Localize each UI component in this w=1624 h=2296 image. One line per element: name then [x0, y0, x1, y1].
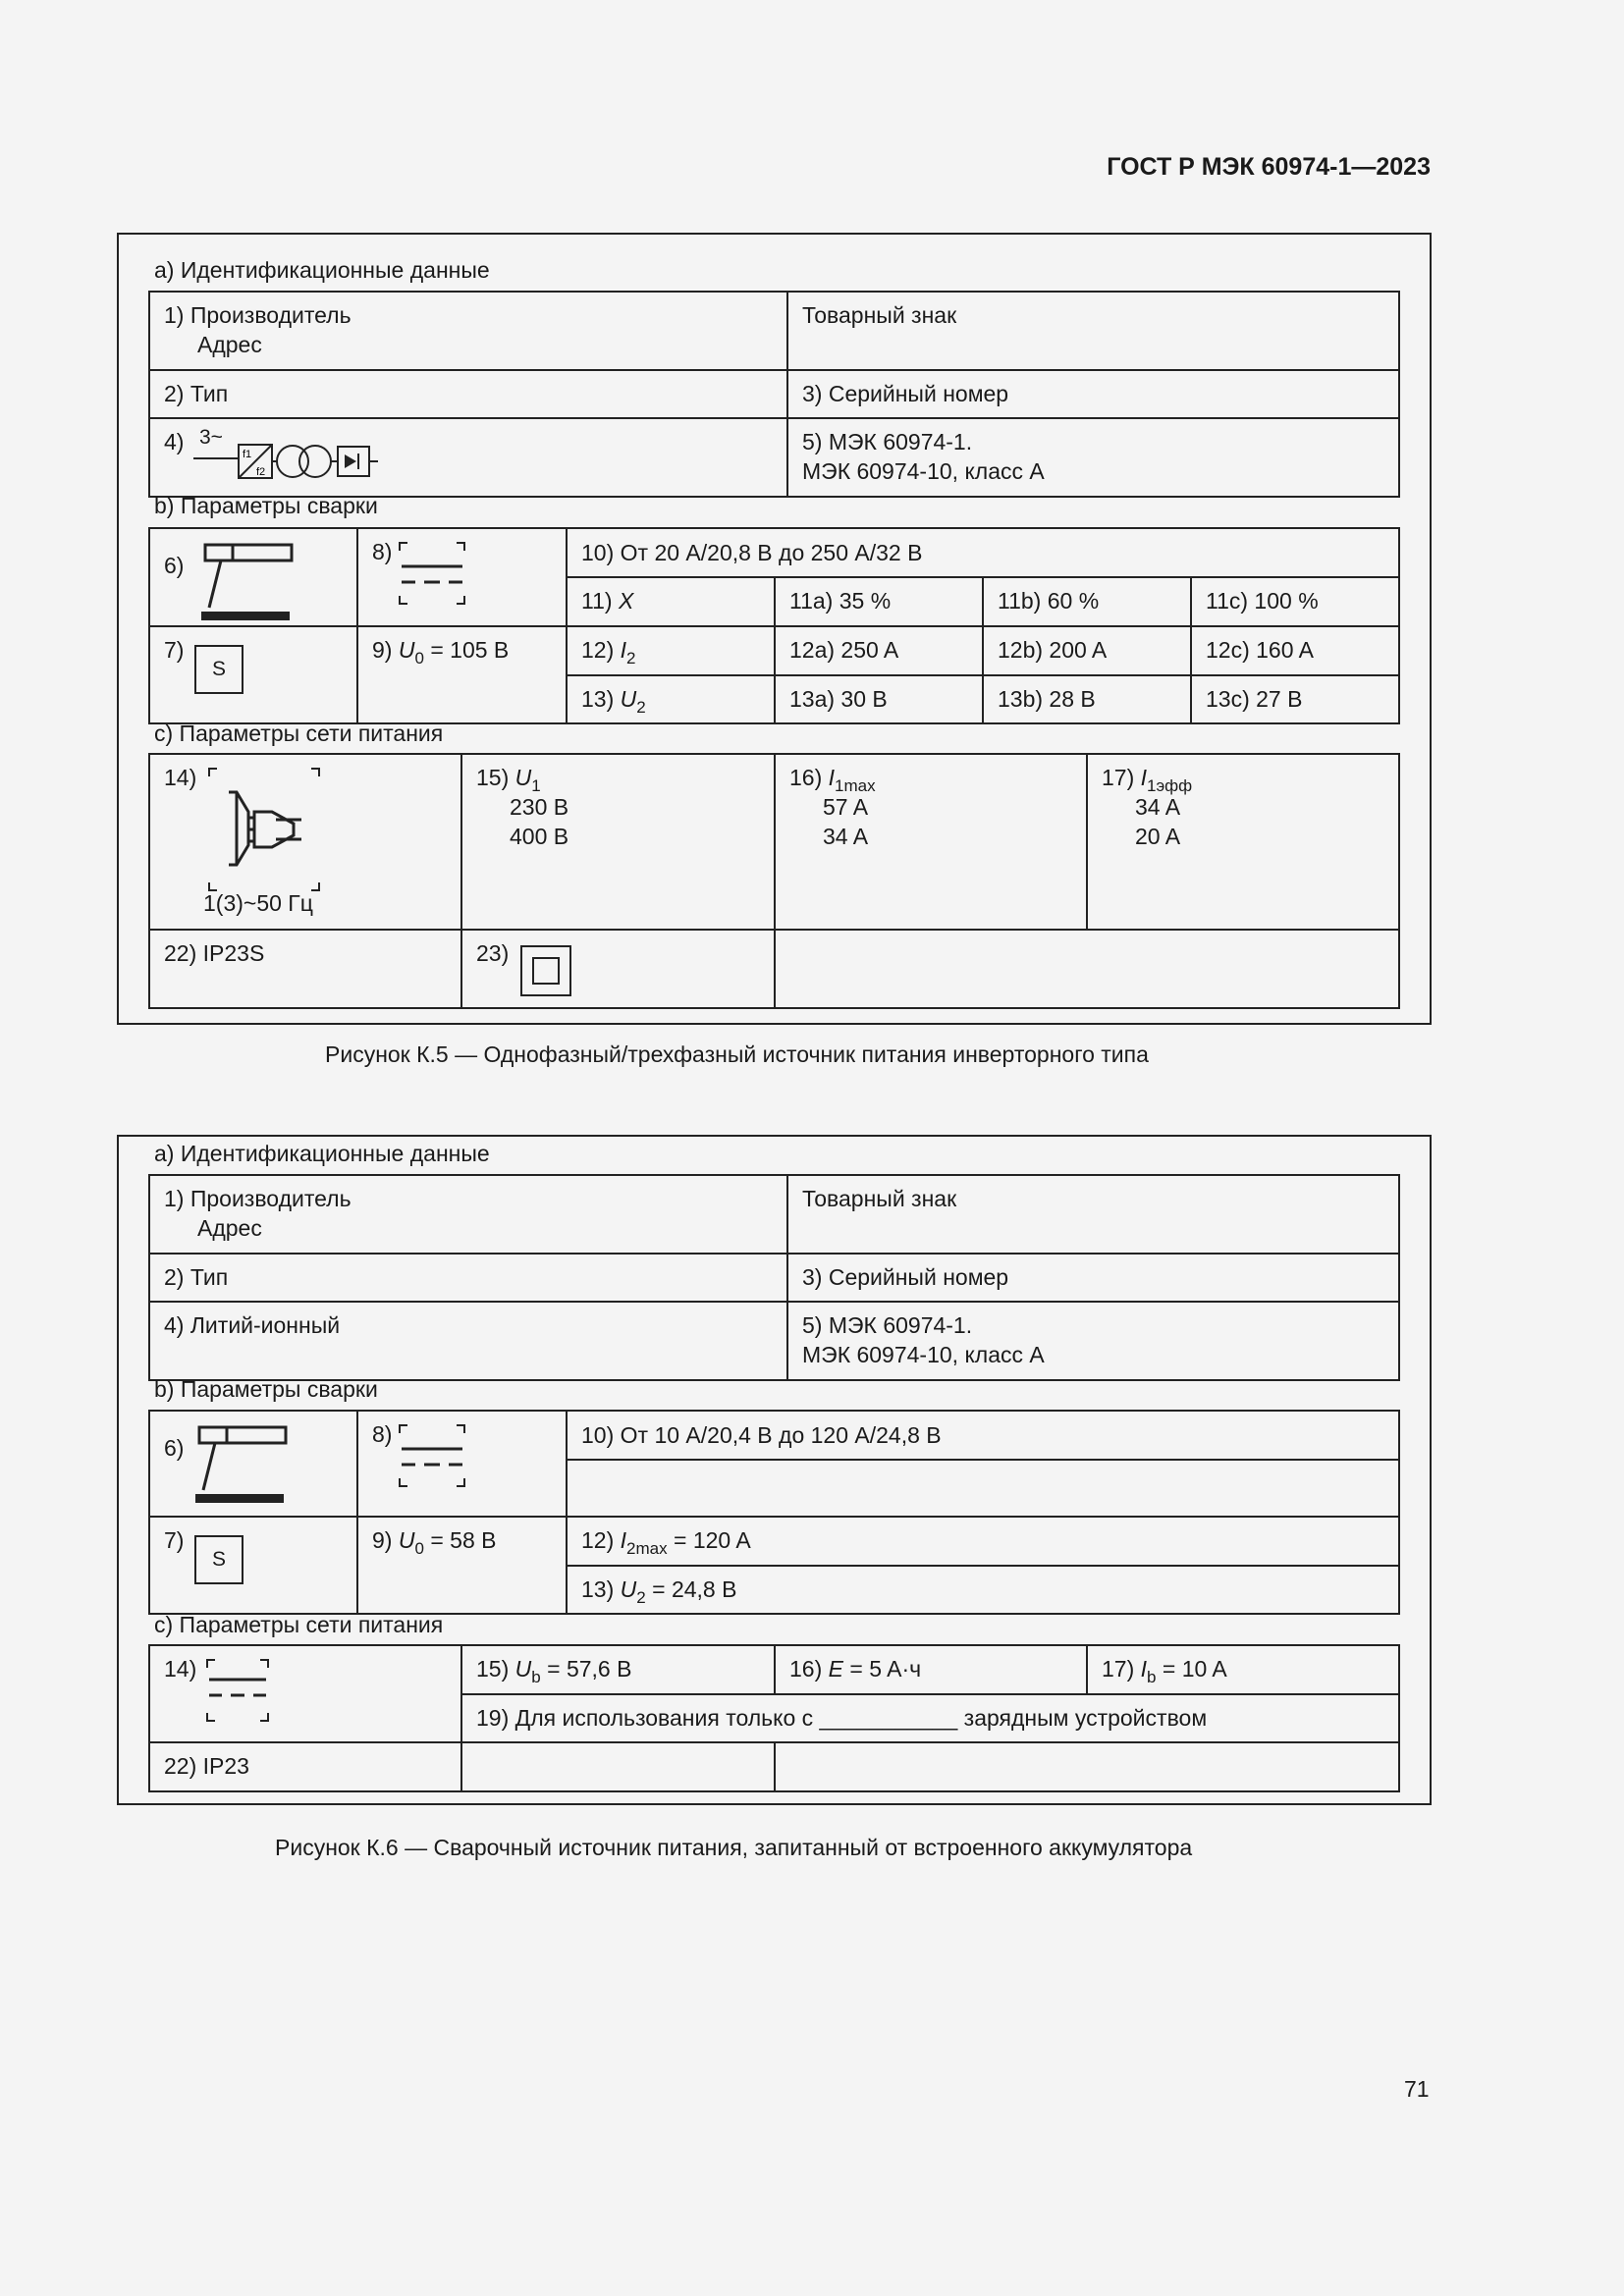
supply-symbol-cell	[149, 1645, 461, 1742]
document-header: ГОСТ Р МЭК 60974-1—2023	[1107, 153, 1431, 181]
empty-cell	[567, 1460, 1399, 1517]
charger-cell	[461, 1694, 1399, 1742]
i2-b	[983, 626, 1191, 675]
u2-c	[1191, 675, 1399, 723]
i1max-prefix: 16)	[789, 765, 829, 790]
u0-prefix: 9)	[372, 637, 399, 663]
identification-table	[148, 291, 1400, 498]
svg-text:f2: f2	[256, 466, 266, 478]
p14-label: 14)	[164, 765, 197, 790]
no-load-voltage-cell	[357, 1517, 567, 1614]
section-a-title: a) Идентификационные данные	[154, 257, 490, 283]
i2max-symbol: I	[620, 1527, 627, 1553]
duty-cycle-a-value: 11a) 35 %	[789, 588, 892, 614]
i2-prefix: 12)	[581, 637, 621, 663]
charger-note: 19) Для использования только с ___________ зарядным устройством	[476, 1705, 1208, 1731]
empty-cell	[461, 1742, 775, 1791]
u1-cell	[461, 754, 775, 930]
inverter-transformer-rectifier-icon	[193, 425, 380, 484]
range-label: 10) От 20 A/20,8 В до 250 A/32 В	[581, 540, 923, 565]
ub-symbol: U	[514, 1656, 532, 1682]
u0-symbol: U	[398, 637, 415, 663]
energy-cell	[775, 1645, 1087, 1694]
trademark-label: Товарный знак	[802, 302, 957, 328]
ip-rating: 22) IP23	[164, 1753, 249, 1779]
welding-parameters-table	[148, 527, 1400, 724]
manual-metal-arc-icon	[199, 541, 298, 625]
p7-label: 7)	[164, 1527, 185, 1553]
s-mark-icon: S	[194, 645, 244, 694]
manual-metal-arc-icon	[193, 1423, 292, 1508]
battery-label: 4) Литий-ионный	[164, 1312, 341, 1338]
i1eff-value-1: 34 A	[1135, 794, 1181, 820]
ub-cell	[461, 1645, 775, 1694]
i2-subscript: 2	[626, 649, 636, 667]
i1eff-subscript: 1эфф	[1147, 776, 1193, 795]
u2-subscript: 2	[636, 698, 646, 717]
ub-subscript: b	[531, 1668, 541, 1686]
u1-value-1: 230 В	[510, 794, 569, 820]
u2-value: = 24,8 В	[645, 1576, 737, 1602]
i1max-symbol: I	[828, 765, 836, 790]
u2-symbol: U	[620, 1576, 637, 1602]
u0-value: = 58 В	[423, 1527, 497, 1553]
double-insulation-icon	[519, 944, 572, 997]
current-type-cell	[357, 528, 567, 626]
u0-symbol: U	[398, 1527, 415, 1553]
empty-cell	[775, 930, 1399, 1008]
i1max-cell	[775, 754, 1087, 930]
no-load-voltage-cell	[357, 626, 567, 723]
duty-cycle-symbol: X	[618, 588, 634, 614]
p6-label: 6)	[164, 553, 185, 578]
duty-cycle-c	[1191, 577, 1399, 626]
dc-output-icon	[398, 541, 466, 606]
manufacturer-cell	[149, 292, 787, 370]
p23-label: 23)	[476, 940, 510, 966]
ub-value: = 57,6 В	[540, 1656, 632, 1682]
duty-cycle-a	[775, 577, 983, 626]
i1eff-prefix: 17)	[1102, 765, 1141, 790]
trademark-label: Товарный знак	[802, 1186, 957, 1211]
welding-parameters-table	[148, 1410, 1400, 1615]
mains-plug-icon	[207, 767, 325, 894]
type-cell	[149, 370, 787, 418]
i2-a	[775, 626, 983, 675]
p8-label: 8)	[372, 1421, 393, 1447]
ip-rating: 22) IP23S	[164, 940, 265, 966]
u0-subscript: 0	[414, 649, 424, 667]
p8-label: 8)	[372, 539, 393, 564]
i1max-value-2: 34 A	[823, 824, 869, 849]
type-cell	[149, 1254, 787, 1302]
serial-cell	[787, 1254, 1399, 1302]
u0-value: = 105 В	[423, 637, 510, 663]
ib-subscript: b	[1147, 1668, 1157, 1686]
type-label: 2) Тип	[164, 1264, 229, 1290]
p7-label: 7)	[164, 637, 185, 663]
i2max-cell	[567, 1517, 1399, 1566]
section-c-title: c) Параметры сети питания	[154, 1612, 444, 1637]
duty-cycle-cell	[567, 577, 775, 626]
page-number: 71	[1404, 2076, 1430, 2102]
i1eff-cell	[1087, 754, 1399, 930]
dc-output-icon	[398, 1423, 466, 1488]
s-symbol-cell	[149, 626, 357, 723]
ub-prefix: 15)	[476, 1656, 515, 1682]
energy-value: = 5 A·ч	[842, 1656, 922, 1682]
ib-prefix: 17)	[1102, 1656, 1141, 1682]
process-symbol-cell	[149, 1411, 357, 1517]
section-c-title: c) Параметры сети питания	[154, 721, 444, 746]
ip-cell	[149, 1742, 461, 1791]
phase-label: 3~	[199, 426, 223, 449]
u2-b-value: 13b) 28 В	[998, 686, 1096, 712]
type-label: 2) Тип	[164, 381, 229, 406]
u2-b	[983, 675, 1191, 723]
current-type-cell	[357, 1411, 567, 1517]
duty-cycle-prefix: 11)	[581, 588, 619, 614]
battery-supply-table	[148, 1644, 1400, 1792]
figure-k6-caption: Рисунок К.6 — Сварочный источник питания, запитанный от встроенного аккумулятора	[275, 1835, 1193, 1860]
standard-line-2: МЭК 60974-10, класс A	[802, 1342, 1045, 1367]
ib-symbol: I	[1140, 1656, 1148, 1682]
u2-prefix: 13)	[581, 1576, 621, 1602]
p6-label: 6)	[164, 1435, 185, 1461]
s-symbol-cell	[149, 1517, 357, 1614]
symbol-prefix: 4)	[164, 429, 185, 454]
u0-prefix: 9)	[372, 1527, 399, 1553]
duty-cycle-c-value: 11c) 100 %	[1206, 588, 1319, 614]
svg-text:f1: f1	[243, 449, 252, 460]
manufacturer-label: 1) Производитель	[164, 1186, 352, 1211]
standard-line-2: МЭК 60974-10, класс A	[802, 458, 1045, 484]
standard-line-1: 5) МЭК 60974-1.	[802, 429, 973, 454]
i1max-subscript: 1max	[835, 776, 876, 795]
section-b-title: b) Параметры сварки	[154, 1376, 378, 1402]
u1-value-2: 400 В	[510, 824, 569, 849]
energy-symbol: E	[828, 1656, 843, 1682]
section-a-title: a) Идентификационные данные	[154, 1141, 490, 1166]
duty-cycle-b	[983, 577, 1191, 626]
serial-label: 3) Серийный номер	[802, 381, 1009, 406]
range-cell	[567, 528, 1399, 577]
s-mark-icon: S	[194, 1535, 244, 1584]
frequency-label: 1(3)~50 Гц	[203, 890, 313, 916]
section-b-title: b) Параметры сварки	[154, 493, 378, 518]
energy-prefix: 16)	[789, 1656, 829, 1682]
i2max-value: = 120 A	[667, 1527, 751, 1553]
p14-label: 14)	[164, 1656, 197, 1682]
duty-cycle-b-value: 11b) 60 %	[998, 588, 1100, 614]
u1-prefix: 15)	[476, 765, 515, 790]
standard-line-1: 5) МЭК 60974-1.	[802, 1312, 973, 1338]
i1max-value-1: 57 A	[823, 794, 869, 820]
figure-k5-caption: Рисунок К.5 — Однофазный/трехфазный источник питания инверторного типа	[325, 1041, 1149, 1067]
i2max-subscript: 2max	[626, 1539, 668, 1558]
u2-cell	[567, 1566, 1399, 1614]
serial-cell	[787, 370, 1399, 418]
u2-a	[775, 675, 983, 723]
u0-subscript: 0	[414, 1539, 424, 1558]
u2-prefix: 13)	[581, 686, 621, 712]
range-cell	[567, 1411, 1399, 1460]
symbol-cell	[149, 418, 787, 497]
ib-cell	[1087, 1645, 1399, 1694]
i2-a-value: 12a) 250 A	[789, 637, 899, 663]
address-label: Адрес	[197, 1215, 262, 1241]
mains-supply-table	[148, 753, 1400, 1009]
u2-cell	[567, 675, 775, 723]
standard-cell	[787, 1302, 1399, 1380]
i2-symbol: I	[620, 637, 627, 663]
manufacturer-label: 1) Производитель	[164, 302, 352, 328]
u2-c-value: 13c) 27 В	[1206, 686, 1303, 712]
ip-cell	[149, 930, 461, 1008]
u2-subscript: 2	[636, 1588, 646, 1607]
process-symbol-cell	[149, 528, 357, 626]
i2-cell	[567, 626, 775, 675]
empty-cell	[775, 1742, 1399, 1791]
i2-c	[1191, 626, 1399, 675]
u1-symbol: U	[514, 765, 532, 790]
class-ii-cell	[461, 930, 775, 1008]
i2max-prefix: 12)	[581, 1527, 621, 1553]
trademark-cell	[787, 292, 1399, 370]
serial-label: 3) Серийный номер	[802, 1264, 1009, 1290]
ib-value: = 10 A	[1156, 1656, 1227, 1682]
identification-table	[148, 1174, 1400, 1381]
u1-subscript: 1	[531, 776, 541, 795]
range-label: 10) От 10 A/20,4 В до 120 A/24,8 В	[581, 1422, 942, 1448]
trademark-cell	[787, 1175, 1399, 1254]
standard-cell	[787, 418, 1399, 497]
u2-symbol: U	[620, 686, 637, 712]
u2-a-value: 13a) 30 В	[789, 686, 888, 712]
address-label: Адрес	[197, 332, 262, 357]
mains-symbol-cell	[149, 754, 461, 930]
i2-b-value: 12b) 200 A	[998, 637, 1108, 663]
dc-supply-icon	[205, 1658, 270, 1723]
i1eff-value-2: 20 A	[1135, 824, 1181, 849]
i1eff-symbol: I	[1140, 765, 1148, 790]
battery-cell	[149, 1302, 787, 1380]
manufacturer-cell	[149, 1175, 787, 1254]
i2-c-value: 12c) 160 A	[1206, 637, 1314, 663]
